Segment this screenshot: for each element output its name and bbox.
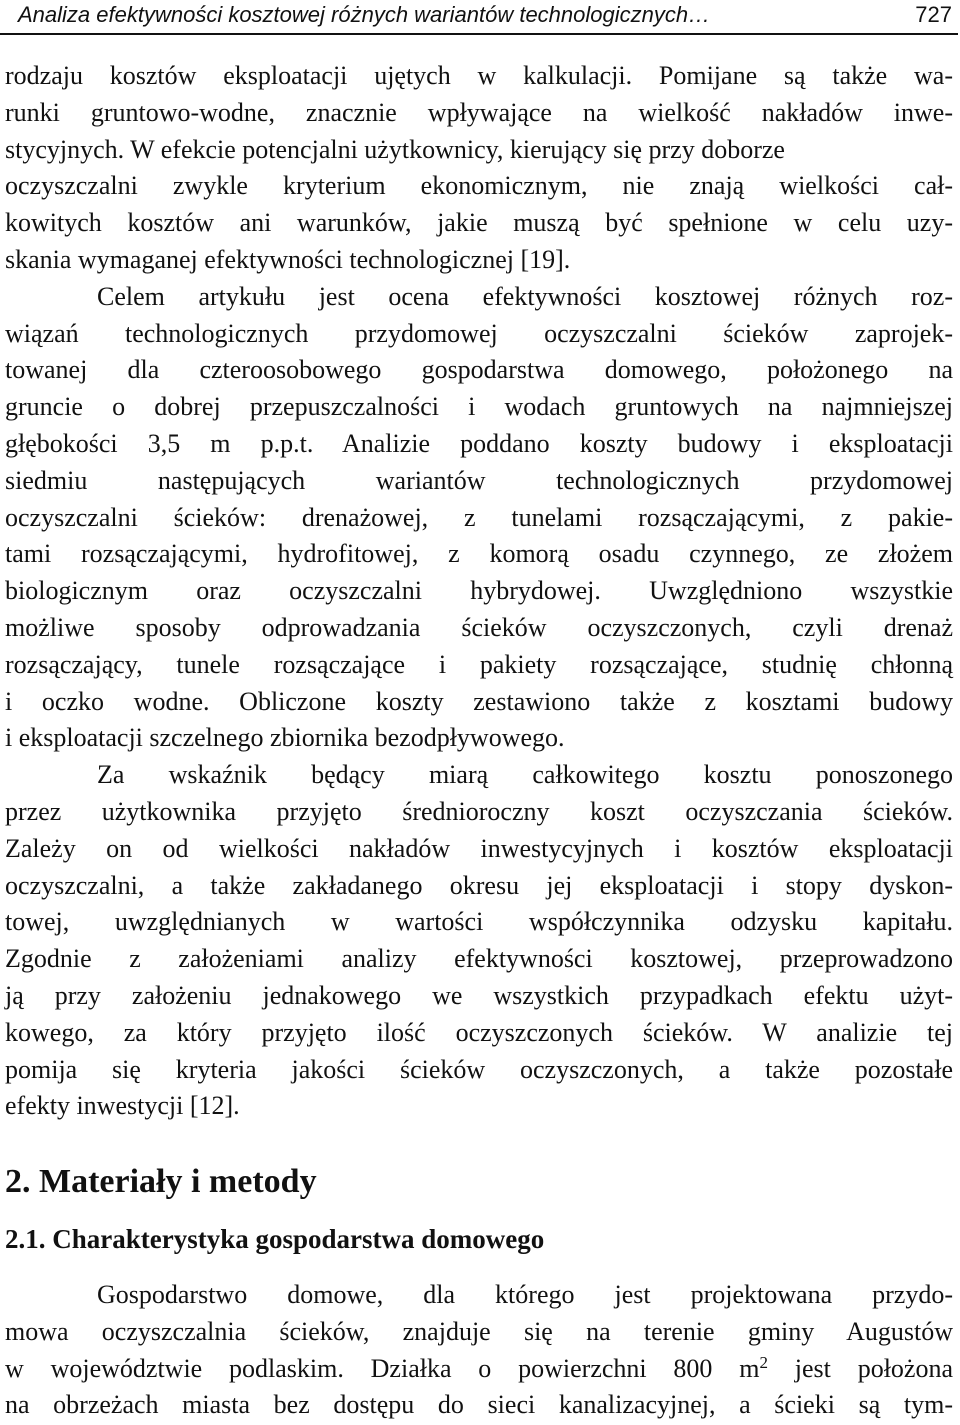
text-line: głębokości 3,5 m p.p.t. Analizie poddano koszty budowy i eksploatacji: [5, 428, 953, 458]
running-head: [0, 0, 958, 35]
text-line-tail: jest położona: [767, 1353, 953, 1383]
text-line: Za wskaźnik będący miarą całkowitego kosztu ponoszonego: [97, 760, 953, 790]
text-line: możliwe sposoby odprowadzania ścieków oczyszczonych, czyli drenaż: [5, 612, 953, 642]
text-line: i eksploatacji szczelnego zbiornika bezodpływowego.: [5, 723, 565, 753]
text-line: kowitych kosztów ani warunków, jakie muszą być spełnione w celu uzy-: [5, 208, 953, 238]
text-line: kowego, za który przyjęto ilość oczyszczonych ścieków. W analizie tej: [5, 1017, 953, 1047]
running-head-title: Analiza efektywności kosztowej różnych wariantów technologicznych…: [18, 2, 711, 27]
text-line: oczyszczalni ścieków: drenażowej, z tunelami rozsączającymi, z pakie-: [5, 502, 953, 532]
text-line: pomija się kryteria jakości ścieków oczyszczonych, a także pozostałe: [5, 1054, 953, 1084]
text-line: towej, uwzględnianych w wartości współczynnika odzysku kapitału.: [5, 907, 953, 937]
text-line: oczyszczalni, a także zakładanego okresu jej eksploatacji i stopy dyskon-: [5, 870, 953, 900]
text-line: [5, 1351, 953, 1388]
text-line-content: stycyjnych. W efekcie potencjalni użytkownicy, kierujący się przy doborze: [5, 134, 785, 164]
text-line: Celem artykułu jest ocena efektywności kosztowej różnych roz-: [97, 281, 953, 311]
subsection-heading: 2.1. Charakterystyka gospodarstwa domowego: [5, 1224, 545, 1254]
section-heading: 2. Materiały i metody: [5, 1163, 317, 1200]
text-line: gruncie o dobrej przepuszczalności i wodach gruntowych na najmniejszej: [5, 392, 953, 422]
text-line: siedmiu następujących wariantów technologicznych przydomowej: [5, 465, 953, 495]
text-line: mowa oczyszczalnia ścieków, znajduje się na terenie gminy Augustów: [5, 1316, 953, 1346]
text-line: rodzaju kosztów eksploatacji ujętych w kalkulacji. Pomijane są także wa-: [5, 61, 953, 90]
text-line: rozsączający, tunele rozsączające i pakiety rozsączające, studnię chłonną: [5, 649, 953, 679]
text-line: Zgodnie z założeniami analizy efektywności kosztowej, przeprowadzono: [5, 944, 953, 974]
superscript: 2: [759, 1352, 768, 1372]
text-line: towanej dla czteroosobowego gospodarstwa domowego, położonego na: [5, 355, 953, 385]
text-line: oczyszczalni zwykle kryterium ekonomicznym, nie znają wielkości cał-: [5, 171, 953, 201]
page-number: 727: [915, 2, 952, 27]
text-line: Zależy on od wielkości nakładów inwestycyjnych i kosztów eksploatacji: [5, 833, 953, 863]
section-body-text: [5, 1277, 953, 1424]
text-line: i oczko wodne. Obliczone koszty zestawiono także z kosztami budowy: [5, 686, 953, 716]
text-line: biologicznym oraz oczyszczalni hybrydowej. Uwzględniono wszystkie: [5, 576, 953, 606]
text-line: tami rozsączającymi, hydrofitowej, z komorą osadu czynnego, ze złożem: [5, 539, 953, 569]
text-line: na obrzeżach miasta bez dostępu do sieci kanalizacyjnej, a ścieki są tym-: [5, 1390, 953, 1420]
text-line: Gospodarstwo domowe, dla którego jest projektowana przydo-: [97, 1280, 953, 1309]
text-line-content: w województwie podlaskim. Działka o powierzchni 800 m: [5, 1353, 760, 1383]
text-line: runki gruntowo-wodne, znacznie wpływające na wielkość nakładów inwe-: [5, 97, 953, 127]
text-line: skania wymaganej efektywności technologicznej [19].: [5, 244, 571, 274]
text-line: wiązań technologicznych przydomowej oczyszczalni ścieków zaprojek-: [5, 318, 953, 348]
text-line: przez użytkownika przyjęto średnioroczny koszt oczyszczania ścieków.: [5, 796, 953, 826]
text-line: efekty inwestycji [12].: [5, 1091, 240, 1121]
text-line: [5, 132, 953, 169]
text-line: ją przy założeniu jednakowego we wszystkich przypadkach efektu użyt-: [5, 980, 953, 1010]
body-text: [5, 58, 953, 1125]
